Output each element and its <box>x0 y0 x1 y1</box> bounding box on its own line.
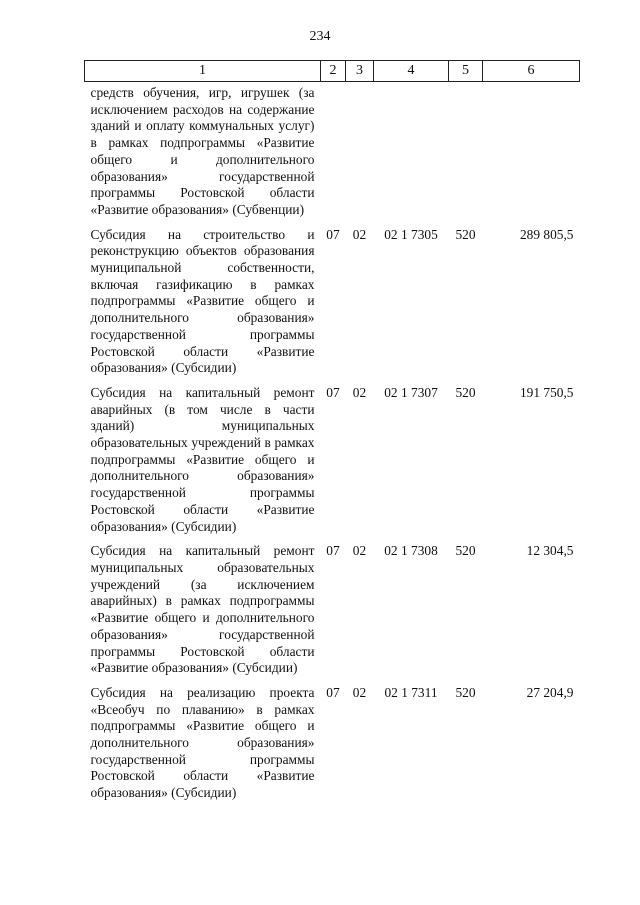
subsection-code: 02 <box>352 684 367 700</box>
table-row <box>85 543 580 685</box>
subsection-code: 02 <box>352 384 367 400</box>
column-header: 2 <box>321 61 346 82</box>
subsection-code: 02 <box>352 226 367 242</box>
section-code: 07 <box>326 226 340 242</box>
target-article-code: 02 1 7305 <box>384 226 438 242</box>
table-row <box>85 685 580 810</box>
column-header: 1 <box>85 61 321 82</box>
target-article-code: 02 1 7307 <box>384 384 438 400</box>
section-code <box>321 82 346 227</box>
expense-type-code <box>449 82 483 227</box>
section-code: 07 <box>326 543 340 559</box>
budget-table <box>84 60 580 810</box>
row-description: Субсидия на реализацию проекта «Всеобуч по плаванию» в рамках подпрограммы «Развитие общего и дополнительного образования» государственной программы Ростовской области «Развитие образования» (Субсидии) <box>90 684 315 801</box>
amount <box>483 82 580 227</box>
subsection-code <box>346 82 374 227</box>
column-header: 5 <box>449 61 483 82</box>
target-article-code <box>374 82 449 227</box>
amount: 12 304,5 <box>526 543 574 559</box>
expense-type-code: 520 <box>455 226 476 242</box>
table-row <box>85 82 580 227</box>
table-row <box>85 227 580 385</box>
table-header-row <box>85 61 580 82</box>
page-number: 234 <box>309 29 331 44</box>
row-description: Субсидия на строительство и реконструкцию объектов образования муниципальной собственности, включая газификацию в рамках подпрограммы «Развитие общего и дополнительного образования» государственной программы Ростовской области «Развитие образования» (Субсидии) <box>90 226 315 376</box>
amount: 191 750,5 <box>519 384 574 400</box>
amount: 289 805,5 <box>519 226 574 242</box>
expense-type-code: 520 <box>455 384 476 400</box>
column-header: 4 <box>374 61 449 82</box>
row-description: Субсидия на капитальный ремонт аварийных (в том числе в части зданий) муниципальных образовательных учреждений в рамках подпрограммы «Развитие общего и дополнительного образования» государственной программы Ростовской области «Развитие образования» (Субсидии) <box>90 384 315 534</box>
subsection-code: 02 <box>352 543 367 559</box>
row-description: средств обучения, игр, игрушек (за исключением расходов на содержание зданий и оплату коммунальных услуг) в рамках подпрограммы «Развитие общего и дополнительного образования» государственной программы Ростовской области «Развитие образования» (Субвенции) <box>90 85 315 217</box>
target-article-code: 02 1 7311 <box>384 684 438 700</box>
row-description: Субсидия на капитальный ремонт муниципальных образовательных учреждений (за исключением аварийных) в рамках подпрограммы «Развитие общего и дополнительного образования» государственной программы Ростовской области «Развитие образования» (Субсидии) <box>90 543 315 676</box>
expense-type-code: 520 <box>455 543 476 559</box>
section-code: 07 <box>326 684 340 700</box>
target-article-code: 02 1 7308 <box>384 543 438 559</box>
column-header: 3 <box>346 61 374 82</box>
amount: 27 204,9 <box>526 684 574 700</box>
column-header: 6 <box>483 61 580 82</box>
expense-type-code: 520 <box>455 684 476 700</box>
section-code: 07 <box>326 384 340 400</box>
table-row <box>85 385 580 543</box>
